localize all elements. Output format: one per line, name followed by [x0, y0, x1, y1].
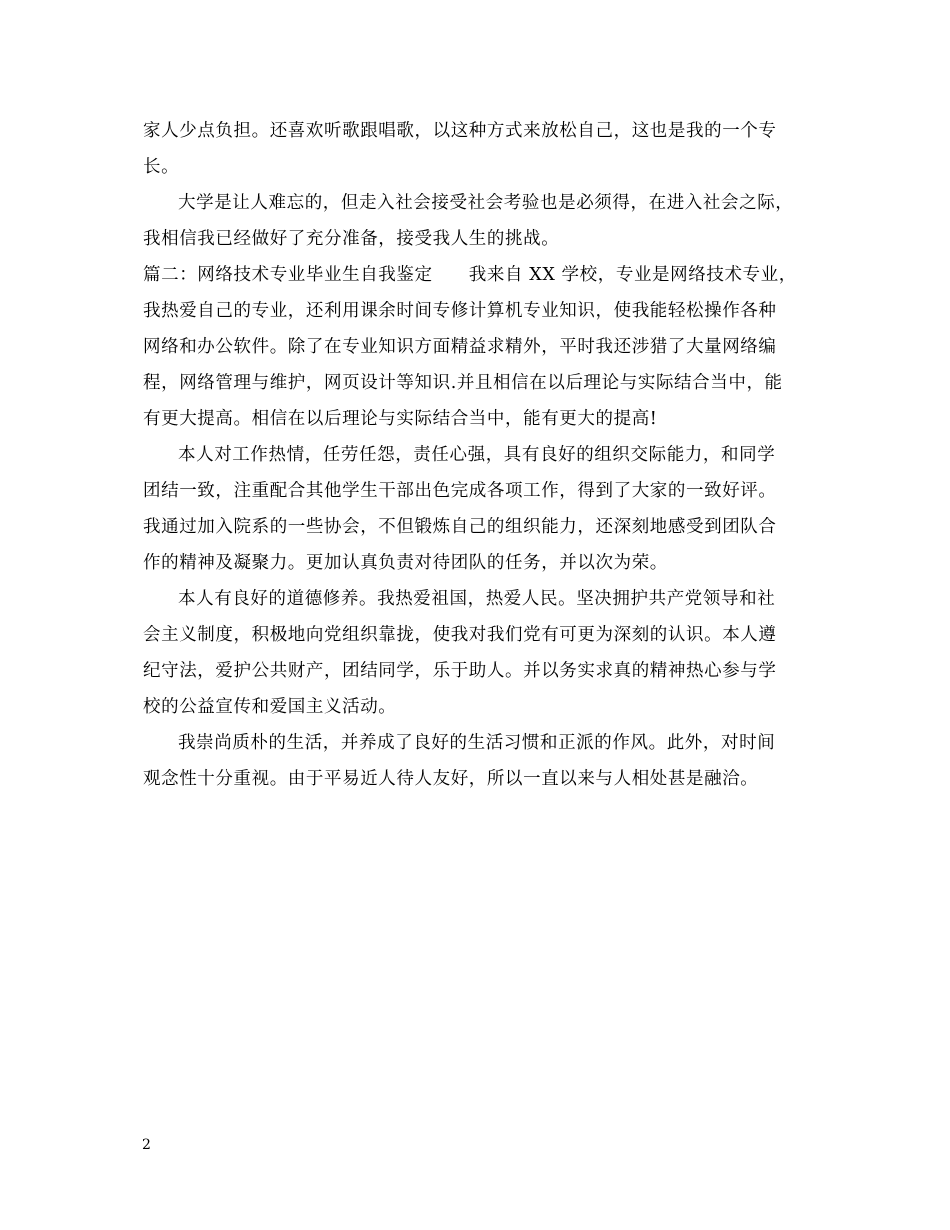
paragraph-first-line: 本人有良好的道德修养。我热爱祖国，热爱人民。坚决拥护共产党领导和社	[178, 589, 776, 609]
body-text-line: 程，网络管理与维护，网页设计等知识.并且相信在以后理论与实际结合当中，能	[143, 373, 783, 393]
body-text-line: 长。	[143, 157, 180, 177]
paragraph-first-line: 我崇尚质朴的生活，并养成了良好的生活习惯和正派的作风。此外，对时间	[178, 733, 776, 753]
body-text-line: 纪守法，爱护公共财产，团结同学，乐于助人。并以务实求真的精神热心参与学	[143, 661, 777, 681]
body-text-line: 会主义制度，积极地向党组织靠拢，使我对我们党有可更为深刻的认识。本人遵	[143, 625, 777, 645]
paragraph-first-line: 本人对工作热情，任劳任怨，责任心强，具有良好的组织交际能力，和同学	[178, 445, 776, 465]
body-text-line: 有更大提高。相信在以后理论与实际结合当中，能有更大的提高!	[143, 409, 658, 429]
body-text-line: 观念性十分重视。由于平易近人待人友好，所以一直以来与人相处甚是融洽。	[143, 769, 759, 789]
body-text-line: 校的公益宣传和爱国主义活动。	[143, 697, 397, 717]
section-heading-line: 篇二：网络技术专业毕业生自我鉴定 我来自 XX 学校，专业是网络技术专业，	[143, 265, 797, 285]
body-text-line: 我热爱自己的专业，还利用课余时间专修计算机专业知识，使我能轻松操作各种	[143, 301, 777, 321]
body-text-line: 家人少点负担。还喜欢听歌跟唱歌，以这种方式来放松自己，这也是我的一个专	[143, 121, 777, 141]
body-text-line: 我通过加入院系的一些协会，不但锻炼自己的组织能力，还深刻地感受到团队合	[143, 517, 777, 537]
body-text-line: 团结一致，注重配合其他学生干部出色完成各项工作，得到了大家的一致好评。	[143, 481, 777, 501]
body-text-line: 作的精神及凝聚力。更加认真负责对待团队的任务，并以次为荣。	[143, 553, 668, 573]
body-text-line: 我相信我已经做好了充分准备，接受我人生的挑战。	[143, 229, 560, 249]
page-number: 2	[142, 1137, 151, 1153]
paragraph-first-line: 大学是让人难忘的，但走入社会接受社会考验也是必须得，在进入社会之际，	[178, 193, 794, 213]
body-text-line: 网络和办公软件。除了在专业知识方面精益求精外，平时我还涉猎了大量网络编	[143, 337, 777, 357]
